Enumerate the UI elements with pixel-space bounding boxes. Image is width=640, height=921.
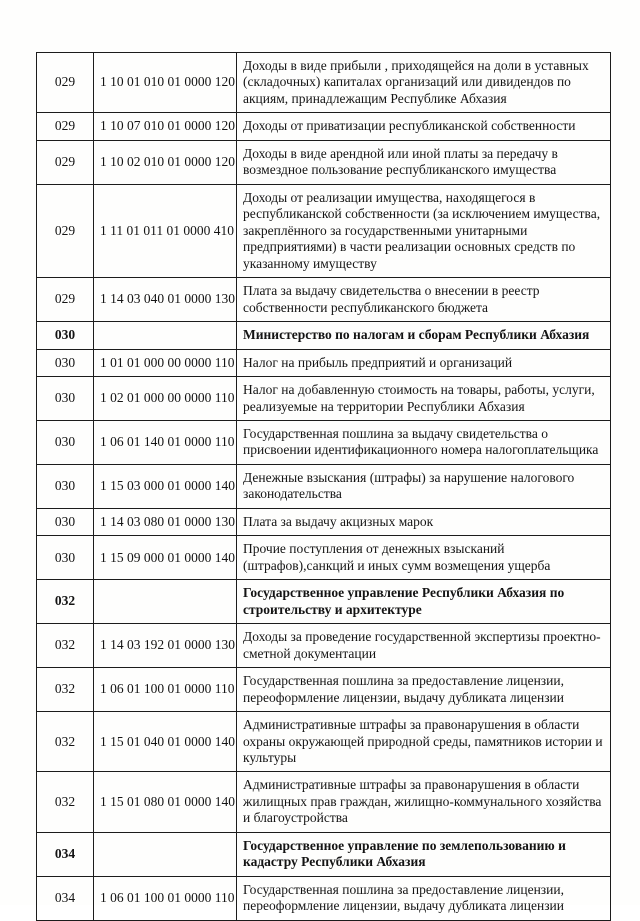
table-row	[37, 508, 611, 535]
kbk-cell: 1 14 03 192 01 0000 130	[94, 624, 237, 668]
table-row	[37, 668, 611, 712]
description-cell: Налог на добавленную стоимость на товары, работы, услуги, реализуемые на территории Республики Абхазия	[237, 377, 611, 421]
description-cell: Доходы в виде прибыли , приходящейся на доли в уставных (складочных) капиталах организаций или дивидендов по акциям, принадлежащим Республике Абхазия	[237, 53, 611, 113]
kbk-cell: 1 06 01 100 01 0000 110	[94, 876, 237, 920]
code-cell: 030	[37, 464, 94, 508]
description-cell: Плата за выдачу свидетельства о внесении в реестр собственности республиканского бюджета	[237, 278, 611, 322]
description-cell: Денежные взыскания (штрафы) за нарушение налогового законодательства	[237, 464, 611, 508]
description-cell: Государственное управление по землепользованию и кадастру Республики Абхазия	[237, 832, 611, 876]
description-cell: Плата за выдачу акцизных марок	[237, 508, 611, 535]
kbk-cell	[94, 580, 237, 624]
code-cell: 032	[37, 668, 94, 712]
code-cell: 030	[37, 508, 94, 535]
kbk-cell: 1 15 01 080 01 0000 140	[94, 772, 237, 832]
kbk-cell: 1 06 01 100 01 0000 110	[94, 668, 237, 712]
code-cell: 030	[37, 349, 94, 376]
table-row	[37, 278, 611, 322]
table-row	[37, 772, 611, 832]
kbk-cell: 1 15 03 000 01 0000 140	[94, 464, 237, 508]
code-cell: 029	[37, 53, 94, 113]
code-cell: 034	[37, 832, 94, 876]
description-cell: Государственное управление Республики Абхазия по строительству и архитектуре	[237, 580, 611, 624]
code-cell: 032	[37, 624, 94, 668]
table-row	[37, 420, 611, 464]
table-row	[37, 53, 611, 113]
code-cell: 032	[37, 580, 94, 624]
table-row	[37, 876, 611, 920]
code-cell: 030	[37, 536, 94, 580]
description-cell: Административные штрафы за правонарушения в области охраны окружающей природной среды, памятников истории и культуры	[237, 712, 611, 772]
table-row	[37, 712, 611, 772]
budget-table	[36, 52, 611, 921]
kbk-cell: 1 15 01 040 01 0000 140	[94, 712, 237, 772]
kbk-cell: 1 10 07 010 01 0000 120	[94, 113, 237, 140]
code-cell: 032	[37, 712, 94, 772]
description-cell: Государственная пошлина за предоставление лицензии, переоформление лицензии, выдачу дубликата лицензии	[237, 668, 611, 712]
kbk-cell	[94, 832, 237, 876]
description-cell: Доходы от приватизации республиканской собственности	[237, 113, 611, 140]
table-row	[37, 140, 611, 184]
code-cell: 030	[37, 322, 94, 349]
code-cell: 029	[37, 278, 94, 322]
kbk-cell: 1 11 01 011 01 0000 410	[94, 184, 237, 277]
description-cell: Административные штрафы за правонарушения в области жилищных прав граждан, жилищно-коммунального хозяйства и благоустройства	[237, 772, 611, 832]
table-row	[37, 464, 611, 508]
kbk-cell: 1 06 01 140 01 0000 110	[94, 420, 237, 464]
table-row	[37, 580, 611, 624]
code-cell: 034	[37, 876, 94, 920]
table-row	[37, 184, 611, 277]
kbk-cell: 1 02 01 000 00 0000 110	[94, 377, 237, 421]
table-row	[37, 322, 611, 349]
description-cell: Налог на прибыль предприятий и организаций	[237, 349, 611, 376]
kbk-cell: 1 10 02 010 01 0000 120	[94, 140, 237, 184]
code-cell: 032	[37, 772, 94, 832]
description-cell: Доходы за проведение государственной экспертизы проектно-сметной документации	[237, 624, 611, 668]
kbk-cell: 1 10 01 010 01 0000 120	[94, 53, 237, 113]
kbk-cell: 1 15 09 000 01 0000 140	[94, 536, 237, 580]
code-cell: 030	[37, 420, 94, 464]
table-row	[37, 377, 611, 421]
description-cell: Государственная пошлина за предоставление лицензии, переоформление лицензии, выдачу дубликата лицензии	[237, 876, 611, 920]
table-row	[37, 832, 611, 876]
code-cell: 029	[37, 140, 94, 184]
kbk-cell: 1 01 01 000 00 0000 110	[94, 349, 237, 376]
table-row	[37, 349, 611, 376]
code-cell: 029	[37, 113, 94, 140]
code-cell: 030	[37, 377, 94, 421]
description-cell: Доходы в виде арендной или иной платы за передачу в возмездное пользование республиканского имущества	[237, 140, 611, 184]
kbk-cell: 1 14 03 040 01 0000 130	[94, 278, 237, 322]
description-cell: Доходы от реализации имущества, находящегося в республиканской собственности (за исключением имущества, закреплённого за государственными унитарными предприятиями) в части реализации основных средств по указанному имуществу	[237, 184, 611, 277]
budget-table-body	[37, 53, 611, 921]
kbk-cell: 1 14 03 080 01 0000 130	[94, 508, 237, 535]
table-row	[37, 113, 611, 140]
kbk-cell	[94, 322, 237, 349]
code-cell: 029	[37, 184, 94, 277]
description-cell: Прочие поступления от денежных взысканий (штрафов),санкций и иных сумм возмещения ущерба	[237, 536, 611, 580]
description-cell: Государственная пошлина за выдачу свидетельства о присвоении идентификационного номера налогоплательщика	[237, 420, 611, 464]
table-row	[37, 536, 611, 580]
description-cell: Министерство по налогам и сборам Республики Абхазия	[237, 322, 611, 349]
table-row	[37, 624, 611, 668]
